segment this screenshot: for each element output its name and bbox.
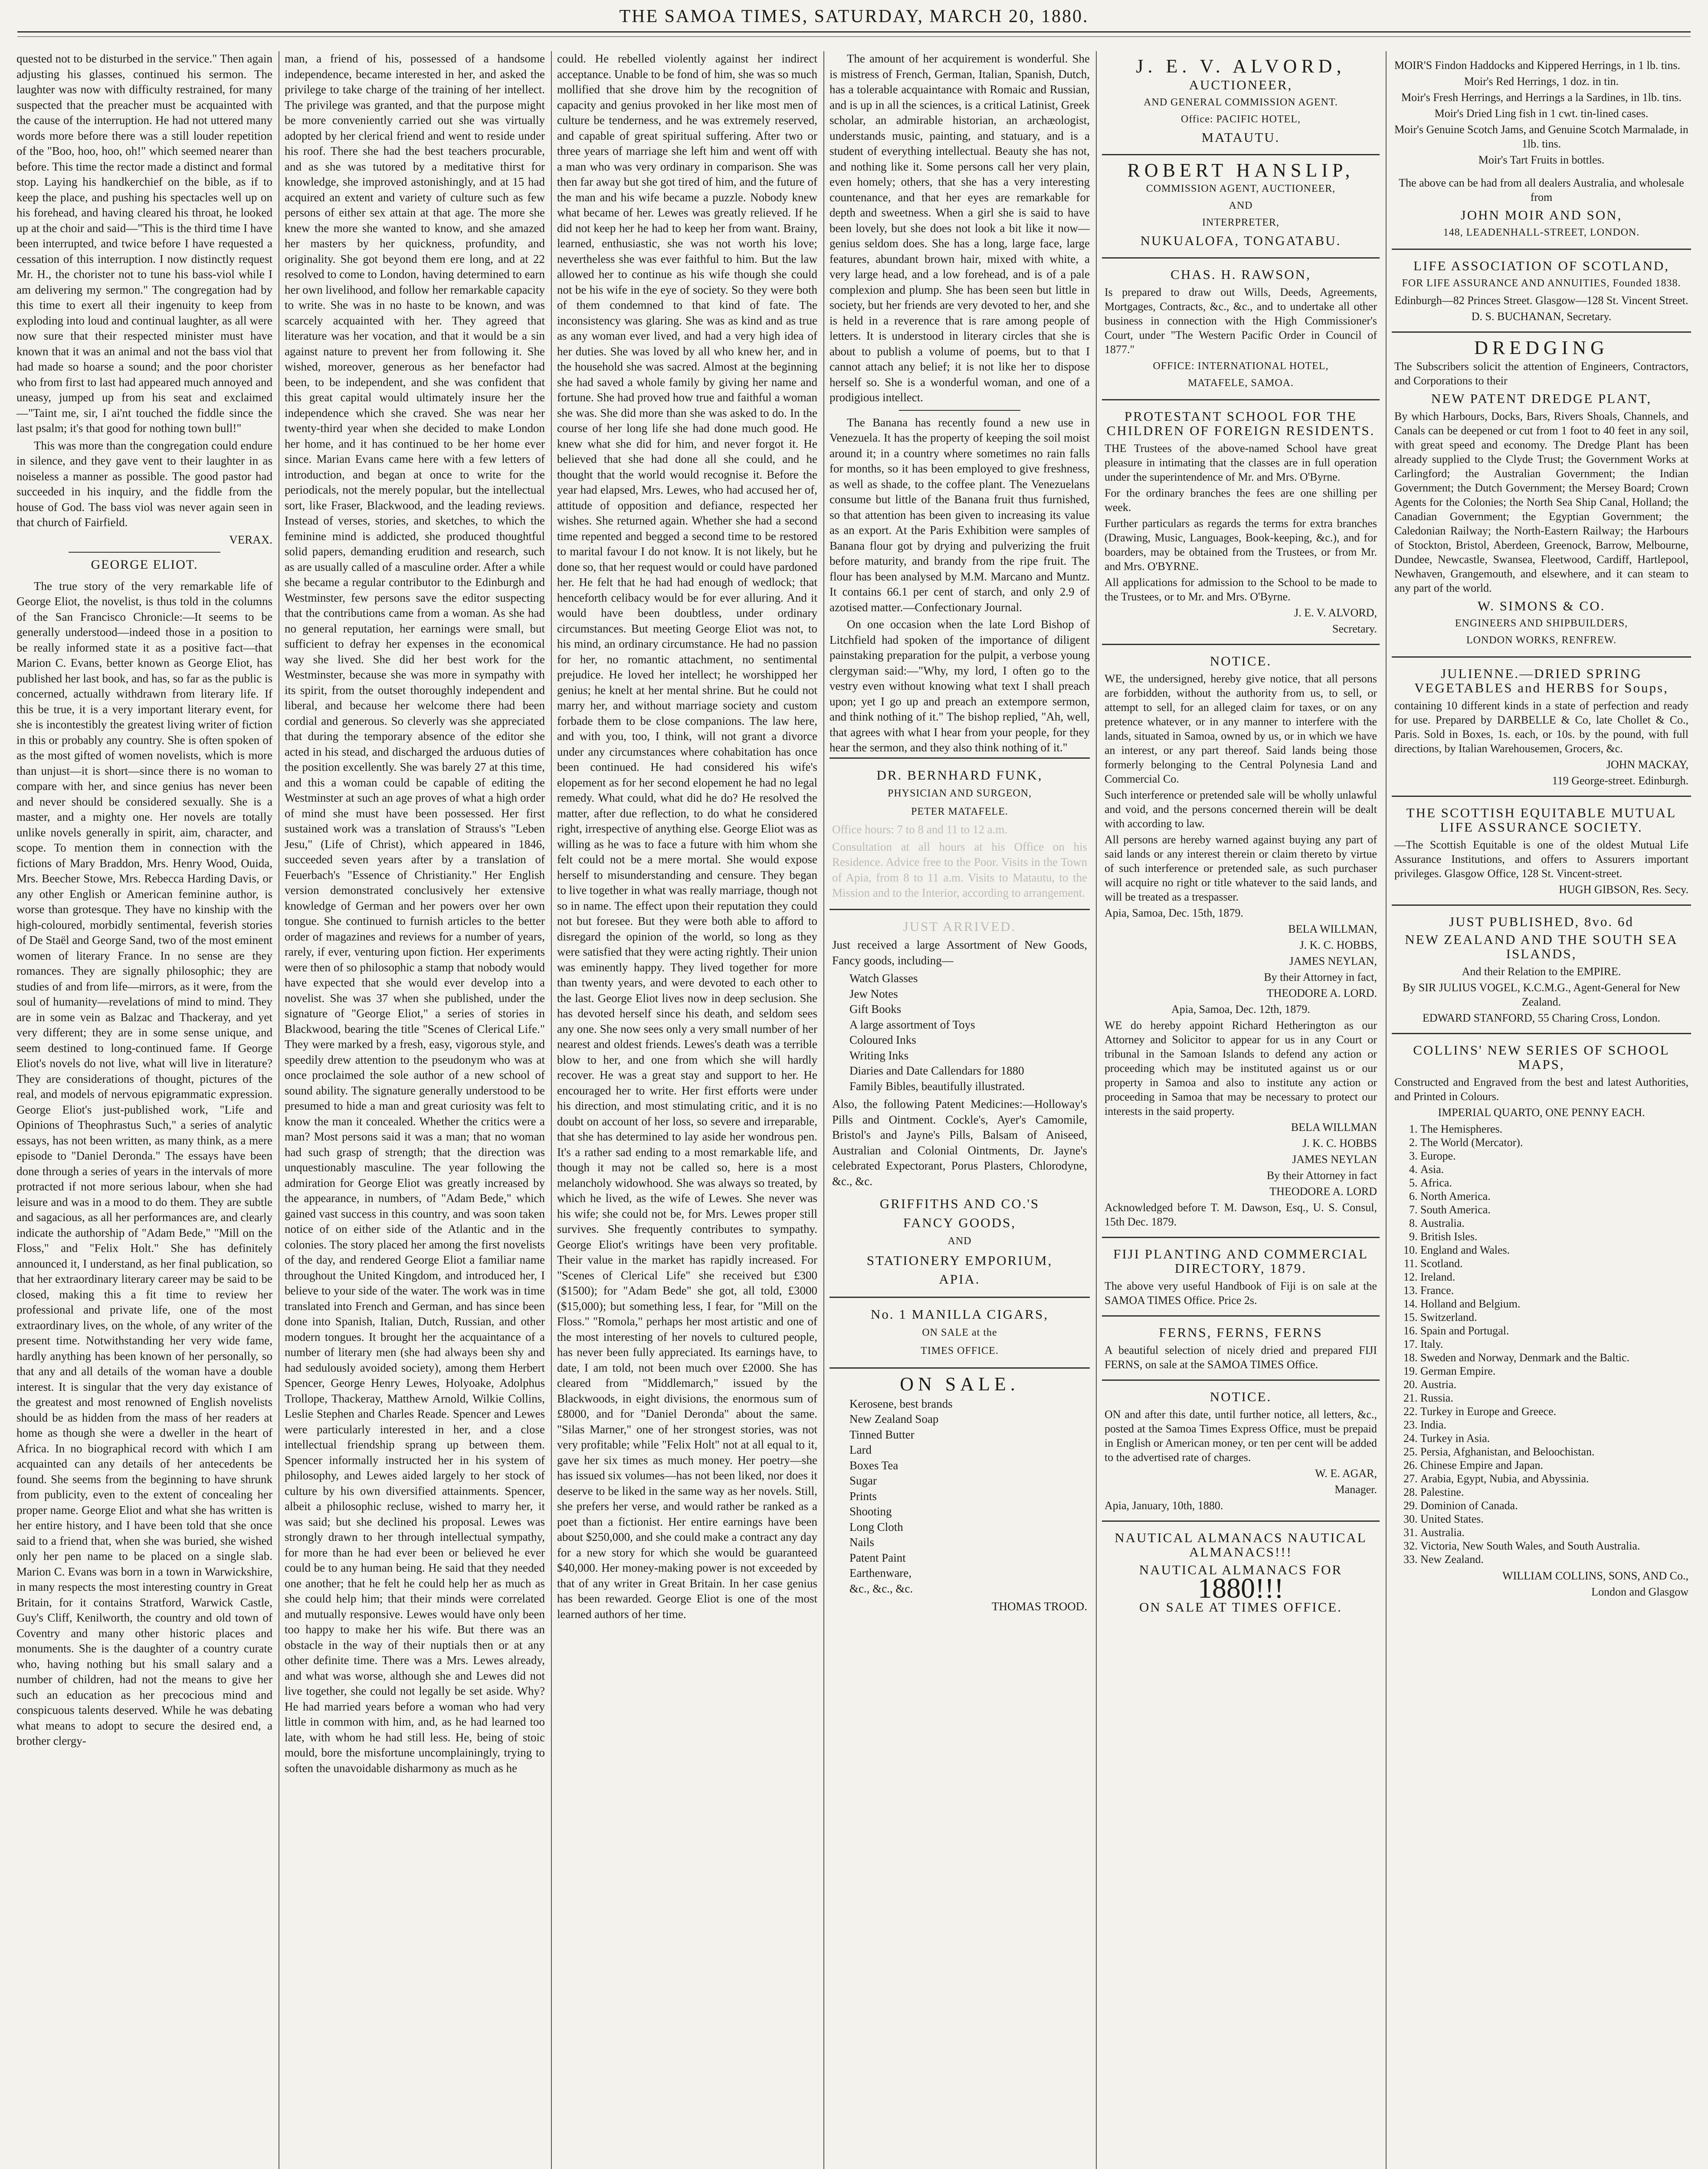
maps-list	[1420, 1122, 1688, 1566]
ad-signature: W. E. AGAR,	[1315, 1467, 1377, 1480]
ad-text: WE, the undersigned, hereby give notice, that all persons are forbidden, without the authority from us, to sell, or attempt to sell, for an alleged claim for taxes, or on any pretence whatever, or in any manner to interfere with the lands, situated in Samoa, owned by us, or in which we have an interest, or any part thereof. Said lands being those formerly belonging to the Central Polynesia Land and Commercial Co.	[1105, 672, 1377, 785]
ad-text: Apia, Samoa, Dec. 15th, 1879.	[1105, 907, 1243, 919]
ad-signature: D. S. BUCHANAN, Secretary.	[1471, 310, 1612, 323]
ad-signature: Manager.	[1334, 1483, 1377, 1496]
ad-title: J. E. V. ALVORD,	[1136, 56, 1346, 77]
ad-text: WE do hereby appoint Richard Hetherington as our Attorney and Solicitor to appear for us in any Court or tribunal in the Samoan Islands to defend any action or proceeding which may be instituted against us or our property in Samoa and also to institute any action or proceeding in Samoa that may be necessary to protect our interests in the said property.	[1105, 1019, 1377, 1117]
list-item: 20. Austria.	[1420, 1378, 1688, 1391]
ad-just-arrived	[829, 910, 1090, 1298]
ad-text: Office: PACIFIC HOTEL,	[1181, 114, 1301, 125]
list-item: Nails	[849, 1536, 874, 1549]
list-item: 28. Palestine.	[1420, 1485, 1688, 1499]
list-item: 19. German Empire.	[1420, 1364, 1688, 1378]
ad-text: AND	[1229, 200, 1253, 211]
ad-text: And their Relation to the EMPIRE.	[1462, 965, 1621, 978]
ad-subtitle: NEW PATENT DREDGE PLANT,	[1431, 391, 1652, 406]
list-item: 16. Spain and Portugal.	[1420, 1324, 1688, 1337]
ad-text: All applications for admission to the School to be made to the Trustees, or to Mr. and Mrs. O'Byrne.	[1105, 576, 1377, 603]
list-item: 31. Australia.	[1420, 1526, 1688, 1539]
ad-signature: J. K. C. HOBBS	[1302, 1137, 1377, 1150]
list-item: 17. Italy.	[1420, 1337, 1688, 1351]
list-item: New Zealand Soap	[849, 1412, 939, 1425]
ad-title: NAUTICAL ALMANACS NAUTICAL ALMANACS!!!	[1115, 1530, 1367, 1560]
ad-signature: 119 George-street. Edinburgh.	[1552, 774, 1688, 787]
article-paragraph: This was more than the congregation could endure in silence, and they gave vent to their laughter in as noiseless a manner as possible. The good pastor had succeeded in his inquiry, and the fiddle from the house of God. The bass viol was never again seen in that church of Fairfield.	[16, 439, 272, 529]
column-6	[1392, 51, 1691, 2169]
article-paragraph: On one occasion when the late Lord Bishop of Litchfield had spoken of the importance of diligent painstaking preparation for the pulpit, a verbose young clergyman said:—"Why, my lord, I often go to the vestry even without knowing what text I shall preach upon; yet I go up and preach an extempore sermon, and think nothing of it." The bishop replied, "Ah, well, that agrees with what I hear from your people, for they hear the sermon, and they also think nothing of it."	[829, 618, 1090, 754]
ad-title: STATIONERY EMPORIUM,	[866, 1252, 1053, 1268]
ad-text: ON and after this date, until further notice, all letters, &c., posted at the Samoa Times Express Office, must be prepaid in English or American money, or ten per cent will be added to the advertised rate of charges.	[1105, 1408, 1377, 1464]
ad-title: LIFE ASSOCIATION OF SCOTLAND,	[1413, 258, 1669, 273]
ad-funk	[829, 757, 1090, 910]
ad-text: containing 10 different kinds in a state of perfection and ready for use. Prepared by DARBELLE & Co, late Chollet & Co., Paris. Sold in Boxes, 1s. each, or 10s. by the pound, with full directions, by Italian Warehousemen, Grocers, &c.	[1394, 699, 1688, 755]
list-item: Gift Books	[849, 1003, 902, 1016]
ad-text: NAUTICAL ALMANACS FOR	[1139, 1562, 1343, 1577]
list-item: Shooting	[849, 1505, 892, 1518]
ad-text: Moir's Tart Fruits in bottles.	[1478, 154, 1605, 166]
ad-title: JUST PUBLISHED, 8vo. 6d	[1449, 914, 1634, 929]
list-item: Lard	[849, 1443, 872, 1456]
ad-signature: By their Attorney in fact,	[1264, 971, 1377, 983]
ad-title: FERNS, FERNS, FERNS	[1159, 1325, 1323, 1340]
article-paragraph: quested not to be disturbed in the service." Then again adjusting his glasses, continued his sermon. The laughter was now with difficulty restrained, for many suspected that the preacher must be acquainted with the cause of the interruption. He had not uttered many words more before there was a still louder repetition of the "Boo, hoo, hoo, oh!" which seemed nearer than before. This time the rector made a distinct and formal stop. Laying his handkerchief on the bible, as if to keep the place, and pushing his spectacles well up on his forehead, and having cleared his throat, he looked up at the choir and said—"This is the third time I have been interrupted, and twice before I have requested a cessation of this interruption. I now distinctly request Mr. H., the chorister not to tune his bass-viol while I am delivering my sermon." The congregation had by this time to exert all their ingenuity to keep from exploding into loud and continual laughter, as all were now sure that their respected minister must have known that it was an animal and not the bass viol that had made so hoarse a sound; and the poor chorister who from first to last had appeared much annoyed and uneasy, jumped up from his seat and exclaimed—"Taint me, sir, I ai'nt touched the fiddle since the last psalm; it's that good for nothing town bull!"	[16, 52, 272, 435]
ad-almanacs	[1102, 1522, 1380, 1624]
list-item: Tinned Butter	[849, 1428, 915, 1441]
ad-text: By which Harbours, Docks, Bars, Rivers Shoals, Channels, and Canals can be deepened or cut from 1 foot to 40 feet in any soil, with great speed and economy. The Dredge Plant has been already supplied to the Clyde Trust; the Government Works at Carlingford; the Australian Government; the Indian Government; the Dutch Government; the Mersey Board; Crown Agents for the Colonies; the North Sea Ship Canal, Holland; the Canadian Government; the Egyptian Government; the Caledonian Railway; the North-Eastern Railway; the Harbours of Stockton, Bristol, Aberdeen, Greenock, Barrow, Melbourne, Dundee, Newcastle, Swansea, Fleetwood, Cardiff, Hartlepool, Newhaven, Grangemouth, and elsewhere, and it can steam to any part of the world.	[1394, 410, 1688, 594]
column-rule	[1386, 51, 1387, 2169]
ad-title: No. 1 MANILLA CIGARS,	[870, 1306, 1049, 1322]
list-item: Coloured Inks	[849, 1033, 916, 1046]
ad-subtitle: COMMISSION AGENT, AUCTIONEER,	[1146, 183, 1336, 194]
ad-title: PROTESTANT SCHOOL FOR THE CHILDREN OF FOREIGN RESIDENTS.	[1106, 409, 1375, 438]
list-item: 3. Europe.	[1420, 1149, 1688, 1163]
list-item: 2. The World (Mercator).	[1420, 1136, 1688, 1149]
list-item: Watch Glasses	[849, 972, 918, 985]
ad-text: Moir's Dried Ling fish in 1 cwt. tin-lined cases.	[1434, 107, 1649, 120]
ad-text: MOIR'S Findon Haddocks and Kippered Herrings, in 1 lb. tins.	[1394, 59, 1680, 72]
ad-text: 148, LEADENHALL-STREET, LONDON.	[1443, 227, 1640, 238]
article-paragraph: man, a friend of his, possessed of a handsome independence, became interested in her, and asked the privilege to take charge of the training of her intellect. The privilege was granted, and that the purpose might be more conveniently carried out she was virtually adopted by her clerical friend and went to reside under his roof. There she had the best teachers procurable, and as she was tutored by a meditative thirst for knowledge, she improved astonishingly, and at 15 had acquired an extent and variety of culture such as few persons of either sex attain at that age. The more she knew the more she wanted to know, and she amazed her masters by her quickness, profundity, and originality. She got beyond them ere long, and at 22 resolved to come to London, having determined to earn her own livelihood, and follow her remarkable capacity to write. She was in no haste to be known, and was scarcely acquainted with her. They agreed that literature was her vocation, and that it would be a sin against nature to prevent her from following it. She wished, moreover, generous as her benefactor had been, to be independent, and she was confident that this great capital would ultimately insure her the independence which she craved. She was near her twenty-third year when she decided to make London her home, and it has continued to be her home ever since. Marian Evans came here with a few letters of introduction, and began at once to write for the periodicals, not the merely popular, but the intellectual sort, like Fraser, Blackwood, and the leading reviews. Instead of verses, stories, and sketches, to which the feminine mind is addicted, she produced thoughtful solid papers, demanding erudition and research, such as are usually called of a masculine order. After a while she became a regular contributor to the Edinburgh and Westminster, few persons save the editor suspecting that the contributions came from a woman. As she had no general reputation, her earnings were small, but sufficient to defray her expenses in the economical way she lived. She did her best work for the Westminster, because she was more in sympathy with its spirit, from the outset thoroughly independent and liberal, and because her welcome there had been cordial and generous. So cleverly was she appreciated that during the temporary absence of the editor she acted in his stead, and discharged the arduous duties of the position excellently. She was barely 27 at this time, and this a woman could be capable of editing the Westminster at such an age proves of what a high order of mind she must have been possessed. Her first sustained work was a translation of Strauss's "Leben Jesu," (Life of Christ), which appeared in 1846, succeeded seven years after by a translation of Feuerbach's "Essence of Christianity." Her English version demonstrated conclusively her extensive knowledge of German and her powers over her own tongue. She continued to furnish articles to the better order of magazines and reviews for a number of years, rarely, if ever, venturing upon fiction. Her experiments were then of so philosophic a stamp that nobody would have expected that she would ever develop into a novelist. She was 37 when she published, under the signature of "George Eliot," a series of stories in Blackwood, bearing the title "Scenes of Clerical Life." They were marked by a fresh, easy, vigorous style, and speedily drew attention to the pseudonym who was at once proclaimed the sole author of a new school of sound ability. The signature generally understood to be presumed to hide a man and great curiosity was felt to know the man it concealed. Whether the critics were a man? Most persons said it was a man; that no woman had such grasp of strength; that the direction was unquestionably masculine. The year following the admiration for George Eliot was greatly increased by the appearance, in numbers, of "Adam Bede," which gained vast success in this country, and was soon taken notice of on either side of the Atlantic and in the colonies. The story placed her among the first novelists of the day, and rendered George Eliot a familiar name throughout the United Kingdom, and introduced her, I believe to your side of the water. The work was in time translated into French and German, and has since been done into Spanish, Italian, Dutch, Russian, and other modern tongues. It brought her the acquaintance of a number of literary men (she had always been shy and had sedulously avoided society), among them Herbert Spencer, George Henry Lewes, Holyoake, Adolphus Trollope, Thackeray, Matthew Arnold, Wilkie Collins, Leslie Stephen and Charles Reade. Spencer and Lewes were particularly interested in her, and a close intellectual friendship sprang up between them. Spencer informally instructed her in his system of philosophy, and Lewes aided largely to her stock of culture by his own diversified attainments. Spencer, albeit a philosophic recluse, wished to marry her, it was said; but she declined his proposal. Lewes was strongly drawn to her through intellectual sympathy, for more than he had ever been or believed he ever could be to any human being. He said that they needed one another; that he felt he could help her as much as she could help him; that their minds were correlated and mutually responsive. Lewes would have only been too happy to make her his wife. But there was an obstacle in the way of their nuptials then or at any other definite time. There was a Mrs. Lewes already, and what was worse, although she and Lewes did not live together, she could not legally be set aside. Why? He had married years before a woman who had very little in common with him, and, as he had learned too late, with whom he had still less. He, being of stoic mould, bore the misfortune uncomplainingly, trying to soften the unavoidable disharmony as much as he	[285, 52, 545, 1775]
column-rule	[551, 51, 552, 2169]
ad-title: JOHN MOIR AND SON,	[1460, 207, 1623, 223]
ad-list	[849, 1396, 1087, 1597]
list-item: 24. Turkey in Asia.	[1420, 1432, 1688, 1445]
ad-moir	[1392, 51, 1691, 250]
list-item: 11. Scotland.	[1420, 1257, 1688, 1270]
ad-text: Acknowledged before T. M. Dawson, Esq., U. S. Consul, 15th Dec. 1879.	[1105, 1201, 1377, 1228]
list-item: 29. Dominion of Canada.	[1420, 1499, 1688, 1512]
ad-signature: THEODORE A. LORD.	[1266, 987, 1377, 999]
ad-scottish-equitable	[1392, 797, 1691, 906]
ad-firm: W. SIMONS & CO.	[1477, 598, 1606, 613]
list-item: Boxes Tea	[849, 1458, 898, 1472]
ad-text: Further particulars as regards the terms for extra branches (Drawing, Music, Languages, Book-keeping, &c.), and for boarders, may be obtained from the Trustees, or from Mr. and Mrs. O'BYRNE.	[1105, 517, 1377, 573]
ad-text: Moir's Red Herrings, 1 doz. in tin.	[1464, 75, 1619, 88]
list-item: 32. Victoria, New South Wales, and South Australia.	[1420, 1539, 1688, 1553]
ad-text: Is prepared to draw out Wills, Deeds, Agreements, Mortgages, Contracts, &c., &c., and to undertake all other business in connection with the High Commissioner's Court, under "The Western Pacific Order in Council of 1877."	[1105, 286, 1377, 356]
list-item: Family Bibles, beautifully illustrated.	[849, 1079, 1025, 1093]
list-item: 14. Holland and Belgium.	[1420, 1297, 1688, 1311]
ad-text: OFFICE: INTERNATIONAL HOTEL,	[1153, 360, 1329, 372]
ad-text: Consultation at all hours at his Office on his Residence. Advice free to the Poor. Visits in the Town of Apia, from 8 to 11 a.m. Visits to Matautu, to the Mission and to the Interior, according to arrangement.	[832, 840, 1087, 899]
list-item: 30. United States.	[1420, 1512, 1688, 1526]
ad-title: GRIFFITHS AND CO.'S	[879, 1196, 1040, 1211]
ad-title: THE SCOTTISH EQUITABLE MUTUAL LIFE ASSURANCE SOCIETY.	[1406, 805, 1677, 835]
ad-julienne	[1392, 658, 1691, 797]
article-paragraph: The amount of her acquirement is wonderful. She is mistress of French, German, Italian, Spanish, Dutch, has a tolerable acquaintance with Romaic and Russian, and is up in all the sciences, is a critical Latinist, Greek scholar, an admirable historian, an archæologist, understands music, painting, and statuary, and is a student of everything intellectual. Beauty she has not, and nothing like it. Some persons call her very plain, even homely; others, that she has a very interesting countenance, and that her eyes are remarkable for depth and sweetness. When a girl she is said to have been lovely, but she does not look a bit like it now—genius seldom does. She has a long, large face, large features, abundant brown hair, mixed with white, a very large head, and a low forehead, and is of a pale complexion and plump. She has been seen but little in society, but her friends are very devoted to her, and she is held in a reverence that is rare among people of letters. It is understood in literary circles that she is about to publish a volume of poems, but to that I cannot attach any belief; it is not like her to dispose herself so. She is a wonderful woman, and one of a prodigious intellect.	[829, 52, 1090, 404]
ad-signature: THOMAS TROOD.	[991, 1600, 1087, 1613]
list-item: 1. The Hemispheres.	[1420, 1122, 1688, 1136]
ad-place: PETER MATAFELE.	[911, 806, 1008, 817]
ad-text: EDWARD STANFORD, 55 Charing Cross, London.	[1422, 1012, 1661, 1024]
ad-title: CHAS. H. RAWSON,	[1170, 267, 1311, 282]
ad-text: MATAUTU.	[1201, 130, 1280, 145]
list-item: 22. Turkey in Europe and Greece.	[1420, 1405, 1688, 1418]
ad-text: Such interference or pretended sale will be wholly unlawful and void, and the persons concerned therein will be dealt with according to law.	[1105, 789, 1377, 830]
divider	[69, 552, 220, 553]
list-item: 27. Arabia, Egypt, Nubia, and Abyssinia.	[1420, 1472, 1688, 1485]
ad-signature: WILLIAM COLLINS, SONS, AND Co.,	[1502, 1569, 1688, 1582]
ad-signature: J. K. C. HOBBS,	[1299, 939, 1377, 951]
ad-rawson	[1102, 259, 1380, 400]
ad-firm: LONDON WORKS, RENFREW.	[1466, 635, 1617, 646]
list-item: 4. Asia.	[1420, 1163, 1688, 1176]
list-item: Diaries and Date Callendars for 1880	[849, 1064, 1024, 1077]
ad-subtitle: AUCTIONEER,	[1189, 77, 1293, 92]
list-item: &c., &c., &c.	[849, 1582, 913, 1595]
article-heading: GEORGE ELIOT.	[91, 557, 198, 572]
list-item: 18. Sweden and Norway, Denmark and the Baltic.	[1420, 1351, 1688, 1364]
ad-title: FANCY GOODS,	[903, 1215, 1016, 1230]
ad-title: APIA.	[939, 1271, 980, 1287]
list-item: 7. South America.	[1420, 1203, 1688, 1216]
ad-text: Apia, January, 10th, 1880.	[1105, 1499, 1223, 1512]
masthead-rule-thin	[17, 36, 1691, 37]
masthead-rule	[17, 31, 1691, 33]
ad-text: —The Scottish Equitable is one of the oldest Mutual Life Assurance Institutions, and offers to Assurers important privileges. Glasgow Office, 128 St. Vincent-street.	[1394, 839, 1688, 880]
list-item: Writing Inks	[849, 1048, 909, 1062]
ad-title: FIJI PLANTING AND COMMERCIAL DIRECTORY, 1879.	[1113, 1246, 1368, 1276]
ad-text: AND GENERAL COMMISSION AGENT.	[1144, 97, 1338, 108]
article-signature: VERAX.	[229, 533, 272, 546]
list-item: 6. North America.	[1420, 1189, 1688, 1203]
ad-title: DR. BERNHARD FUNK,	[876, 767, 1043, 783]
divider	[899, 410, 1020, 411]
ad-text: A beautiful selection of nicely dried and prepared FIJI FERNS, on sale at the SAMOA TIMES Office.	[1105, 1344, 1377, 1371]
ad-text: For the ordinary branches the fees are one shilling per week.	[1105, 487, 1377, 514]
column-2	[285, 51, 545, 2169]
list-item: 21. Russia.	[1420, 1391, 1688, 1405]
ad-signature: J. E. V. ALVORD,	[1294, 606, 1377, 619]
ad-subtitle: NEW ZEALAND AND THE SOUTH SEA ISLANDS,	[1405, 932, 1678, 961]
ad-text: Office hours: 7 to 8 and 11 to 12 a.m.	[832, 823, 1008, 836]
ad-notice-postage	[1102, 1381, 1380, 1522]
ad-alvord	[1102, 51, 1380, 155]
ad-text: The above can be had from all dealers Australia, and wholesale from	[1399, 177, 1684, 203]
ad-text: Apia, Samoa, Dec. 12th, 1879.	[1171, 1003, 1310, 1016]
list-item: 5. Africa.	[1420, 1176, 1688, 1189]
ad-title: JUST ARRIVED.	[903, 918, 1016, 934]
ad-dredging	[1392, 333, 1691, 658]
list-item: Sugar	[849, 1474, 877, 1487]
list-item: Prints	[849, 1489, 877, 1503]
list-item: 23. India.	[1420, 1418, 1688, 1432]
list-item: 13. France.	[1420, 1284, 1688, 1297]
column-rule	[1096, 51, 1097, 2169]
list-item: 15. Switzerland.	[1420, 1311, 1688, 1324]
list-item: 26. Chinese Empire and Japan.	[1420, 1458, 1688, 1472]
ad-on-sale	[829, 1369, 1090, 1622]
ad-signature: THEODORE A. LORD	[1269, 1185, 1377, 1198]
ad-text: Moir's Fresh Herrings, and Herrings a la Sardines, in 1lb. tins.	[1401, 91, 1682, 104]
article-paragraph: The true story of the very remarkable life of George Eliot, the novelist, is thus told in the columns of the San Francisco Chronicle:—It seems to be generally understood—indeed those in a position to be really informed state it as a positive fact—that Marion C. Evans, better known as George Eliot, has published her last book, and has, so far as the public is concerned, actually withdrawn from literary life. If this be true, it is a very important literary event, for she is incontestibly the greatest living writer of fiction in this or probably any country. She is often spoken of as the most gifted of women novelists, which is more than unjust—it is short—since there is no woman to compare with her, and since genius has never been and never should be considered sexually. She is a master, and a mighty one. Her novels are totally unlike novels generally in spirit, aim, character, and scope. To mention them in connection with the fictions of Mary Braddon, Mrs. Henry Wood, Ouida, Mrs. Beecher Stowe, Mrs. Rebecca Harding Davis, or any other English or American feminine author, is worse than grotesque. They have no kinship with the high-coloured, morbidly sentimental, feverish stories of De Staël and George Sand, two of the most eminent women of literary France. In no sense are they romances. They are signally philosophic; they are studies of and from life—mirrors, as it were, from the soul of humanity—revelations of mind to mind. They are in some vein as Balzac and Thackeray, and yet very different; they are in some sense unique, and seem destined to long-continued fame. If George Eliot's novels do not live, what will live in literature? They are considerations of thought, pictures of the real, and models of nervous epigrammatic expression. George Eliot's just-published work, "Life and Opinions of Theophrastus Such," a series of analytic essays, has not been written, as many think, as a mere episode to "Daniel Deronda." The essays have been done through a series of years in the intervals of more protracted if not more serious labour, when she had leisure and was in a mood to do them. They are subtle and sagacious, as all her performances are, and clearly indicate the authorship of "Adam Bede," "Mill on the Floss," and "Felix Holt." She has definitely announced it, I understand, as her final publication, so that her extraordinary literary career may be said to be closed, making this a fit time to review her professional and private life, one of the most extraordinary lives, on the whole, of any writer of the present time. Notwithstanding her very wide fame, hardly anything has been known of her personally, so that any and all details of the woman have a double interest. It is singular that the very day existance of the greatest and most renowned of English novelists should be as hidden from the mass of her readers at home as though she were a dweller in the heart of Africa. In no biographical record with which I am acquainted can any details of her antecedents be found. She seems from the beginning to have shrunk from publicity, even to the extent of concealing her proper name. George Eliot and what she has written is her entire history, and I have been told that she once said to a friend that, when she was buried, she wished only her pen name to be placed on a single slab. Marion C. Evans was born in a town in Warwickshire, in many respects the most interesting country in Great Britain, for it contains Stratford, Warwick Castle, Guy's Cliff, Kenilworth, the country and old town of Coventry and many other historic places and monuments. She is the daughter of a country curate who, having nothing but his small salary and a number of children, had not the means to give her such an education as her precocious mind and conspicuous talents deserved. While he was debating what means to adopt to secure the desired end, a brother clergy-	[16, 579, 272, 1747]
ad-text: Just received a large Assortment of New Goods, Fancy goods, including—	[832, 938, 1087, 967]
ad-text: Moir's Genuine Scotch Jams, and Genuine Scotch Marmalade, in 1lb. tins.	[1394, 123, 1688, 150]
article-paragraph: could. He rebelled violently against her indirect acceptance. Unable to be fond of him, she was so much mollified that she drove him by the recognition of capacity and genius provoked in her like most men of culture be tenderness, and he was extremely reserved, and capable of great spiritual suffering. After two or three years of marriage she left him and went off with a man who was very ordinary in comparison. She was then far away but she got tired of him, and the future of the man and his wife became a puzzle. Nobody knew what became of her. Lewes was greatly relieved. If he did not keep her he had to keep her from want. Brainy, learned, enthusiastic, she was not worth his love; nevertheless she was ever faithful to him. But the law allowed her to continue as his wife though she could not be his wife in the eye of society. So they were both of them condemned to that kind of fate. The inconsistency was glaring. She was as kind and as true as any woman ever lived, and had a very high idea of her duties. She was loved by all who knew her, and in the household she was sacred. Almost at the beginning she had saved a whole family by giving her name and fortune. She had proved how true and faithful a woman she was. She did more than she was asked to do. In the course of her long life she had done much good. He knew what she did for him, and never forgot it. He believed that she had done all she could, and he thought that the world would recognise it. Before the year had elapsed, Mrs. Lewes, who had accused her of, attitude of opposition and defiance, respected her wishes. She returned again. Whether she had a second time repented and begged a second time to be restored to marital favour I do not know. It is not likely, but he done so, that her request would or could have pardoned her. He felt that he had had enough of wedlock; that henceforth celibacy would be for ever alluring. And it would have been doubtless, under ordinary circumstances. But meeting George Eliot was not, to his mind, an ordinary circumstance. He had no passion for her, no romantic attachment, no sentimental prejudice. He loved her intellect; he worshipped her genius; he knelt at her mental shrine. But he could not marry her, and without marriage society and custom forbade them to be close companions. The law here, and with you, too, I think, will not grant a divorce under any circumstances where cohabitation has once been continued. He had considered his wife's elopement as for her second elopement he had no legal remedy. What could, what did he do? He resolved the matter, after due reflection, to do what he considered right, irrespective of anything else. George Eliot was as willing as he was to face a future with him whom she felt could not be a mere mortal. She would expose herself to misunderstanding and censure. They began to live together in what was really marriage, though not so in name. The effect upon their reputation they could not but foresee. But they were both able to afford to disregard the opinion of the world, so long as they were satisfied that they were acting rightly. Their union was eminently happy. They lived together for more than twenty years, and were devoted to each other to the last. George Eliot lives now in deep seclusion. She has devoted herself since his death, and seldom sees any one. She now sees only a very small number of her nearest and oldest friends. Lewes's death was a terrible blow to her, and one from which she will hardly recover. He was a great stay and support to her. He encouraged her to write. Her first efforts were under his direction, and most stimulating critic, and it is no doubt on account of her loss, so severe and irreparable, that she has determined to lay aside her wondrous pen. It's a rather sad ending to a most remarkable life, and though it may not be called so, here is a most melancholy widowhood. She was always so treated, by which he lived, as the wife of Lewes. She never was his wife; she could not be, for Mrs. Lewes proper still survives. She frequently contributes to sympathy. George Eliot's writings have been very profitable. Their value in the market has rapidly increased. For "Scenes of Clerical Life" she received but £300 ($1500); for "Adam Bede" she got, all told, £3000 ($15,000); but something less, I fear, for "Mill on the Floss." "Romola," perhaps her most artistic and one of the most interesting of her novels to cultured people, has never been fully appreciated. Its earnings have, to date, I am told, not been much over £2000. She has cleared from "Middlemarch," issued by the Blackwoods, in eight divisions, the enormous sum of £8000, and for "Daniel Deronda" about the same. "Silas Marner," one of her strongest stories, was not very profitable; while "Felix Holt" not at all equal to it, gave her six times as much money. Her poetry—she has issued six volumes—has not been liked, nor does it deserve to be liked in the same way as her novels. Still, she prefers her verse, and would rather be ranked as a poet than a fictionist. Her entire earnings have been about $250,000, and she could make a contract any day for a new story for which she would be guaranteed $40,000. Her money-making power is not exceeded by that of any writer in Great Britain. In her case genius has been rewarded. George Eliot is one of the most learned authors of her time.	[557, 52, 817, 1621]
ad-title: ROBERT HANSLIP,	[1127, 160, 1354, 181]
ad-signature: BELA WILLMAN,	[1288, 923, 1377, 935]
masthead: THE SAMOA TIMES, SATURDAY, MARCH 20, 1880.	[619, 7, 1089, 26]
ad-signature: London and Glasgow	[1591, 1586, 1688, 1598]
ad-text: IMPERIAL QUARTO, ONE PENNY EACH.	[1438, 1106, 1645, 1119]
list-item: Patent Paint	[849, 1551, 906, 1564]
column-rule	[823, 51, 824, 2169]
ad-text: INTERPRETER,	[1202, 217, 1279, 228]
ad-text: By SIR JULIUS VOGEL, K.C.M.G., Agent-General for New Zealand.	[1402, 981, 1681, 1008]
list-item: Long Cloth	[849, 1520, 903, 1533]
ad-text: Constructed and Engraved from the best and latest Authorities, and Printed in Colours.	[1394, 1076, 1688, 1103]
ad-fiji	[1102, 1238, 1380, 1317]
list-item: 10. England and Wales.	[1420, 1243, 1688, 1257]
list-item: 33. New Zealand.	[1420, 1553, 1688, 1566]
ad-signature: Secretary.	[1332, 623, 1377, 635]
ad-text: TIMES OFFICE.	[921, 1345, 999, 1356]
ad-title: COLLINS' NEW SERIES OF SCHOOL MAPS,	[1413, 1042, 1670, 1072]
ad-title: NOTICE.	[1210, 653, 1272, 668]
ad-text: AND	[947, 1235, 972, 1247]
list-item: 12. Ireland.	[1420, 1270, 1688, 1284]
ad-text: Edinburgh—82 Princes Street. Glasgow—128 St. Vincent Street.	[1394, 294, 1688, 307]
column-4	[829, 51, 1090, 2169]
ad-firm: ENGINEERS AND SHIPBUILDERS,	[1455, 618, 1628, 629]
ad-school	[1102, 400, 1380, 645]
ad-title: NOTICE.	[1210, 1389, 1272, 1404]
ad-subtitle: PHYSICIAN AND SURGEON,	[887, 788, 1032, 799]
ad-signature: BELA WILLMAN	[1291, 1121, 1377, 1134]
list-item: 9. British Isles.	[1420, 1230, 1688, 1243]
ad-signature: HUGH GIBSON, Res. Secy.	[1559, 883, 1688, 896]
ad-title: JULIENNE.—DRIED SPRING VEGETABLES and HERBS for Soups,	[1414, 666, 1669, 695]
list-item: 25. Persia, Afghanistan, and Beloochistan.	[1420, 1445, 1688, 1458]
column-1	[16, 51, 272, 2169]
ad-text: ON SALE at the	[922, 1327, 997, 1338]
list-item: Jew Notes	[849, 987, 898, 1000]
ad-ferns	[1102, 1317, 1380, 1381]
ad-new-zealand	[1392, 906, 1691, 1034]
list-item: A large assortment of Toys	[849, 1018, 975, 1031]
list-item: Kerosene, best brands	[849, 1397, 953, 1410]
ad-title: ON SALE.	[900, 1373, 1020, 1395]
ad-text: The above very useful Handbook of Fiji is on sale at the SAMOA TIMES Office. Price 2s.	[1105, 1280, 1377, 1307]
article-paragraph: The Banana has recently found a new use in Venezuela. It has the property of keeping the soil moist around it; in a country where sometimes no rain falls for months, so it has been employed to give freshness, as well as shade, to the coffee plant. The Venezuelans consume but little of the Banana fruit thus furnished, so that attention has been given to increasing its value as an export. At the Paris Exhibition were samples of Banana flour got by drying and pulverizing the fruit before maturity, and brandy from the ripe fruit. The flour has been analysed by M.M. Marcano and Muntz. It contains 66.1 per cent of starch, and only 2.9 of azotised matter.—Confectionary Journal.	[829, 416, 1090, 614]
column-5	[1102, 51, 1380, 2169]
ad-text: THE Trustees of the above-named School have great pleasure in intimating that the classes are in full operation under the superintendence of Mr. and Mrs. O'Byrne.	[1105, 442, 1377, 483]
ad-manilla	[829, 1298, 1090, 1369]
column-3	[557, 51, 817, 2169]
ad-year: 1880!!!	[1198, 1573, 1284, 1604]
ad-signature: JAMES NEYLAN	[1292, 1153, 1377, 1166]
list-item: Earthenware,	[849, 1566, 912, 1579]
ad-collins-maps	[1392, 1034, 1691, 1607]
ad-list	[849, 971, 1087, 1094]
ad-notice-lands	[1102, 645, 1380, 1238]
ad-subtitle: FOR LIFE ASSURANCE AND ANNUITIES, Founded 1838.	[1402, 278, 1681, 289]
ad-signature: JOHN MACKAY,	[1606, 758, 1688, 771]
ad-text: Also, the following Patent Medicines:—Holloway's Pills and Ointment. Cockle's, Ayer's Camomile, Bristol's and Jayne's Pills, Balsam of Aniseed, Australian and Colonial Ointments, Dr. Jayne's celebrated Expectorant, Porus Plasters, Chlorodyne, &c., &c.	[832, 1098, 1087, 1188]
ad-text: MATAFELE, SAMOA.	[1187, 377, 1294, 389]
ad-title: DREDGING	[1474, 337, 1609, 358]
ad-signature: By their Attorney in fact	[1266, 1169, 1377, 1182]
ad-life-association	[1392, 250, 1691, 333]
ad-text: ON SALE AT TIMES OFFICE.	[1139, 1599, 1342, 1615]
list-item: 8. Australia.	[1420, 1216, 1688, 1230]
ad-text: NUKUALOFA, TONGATABU.	[1140, 233, 1341, 248]
ad-text: All persons are hereby warned against buying any part of said lands or any interest therein or claim thereto by virtue of such interference or pretended sale, as such purchaser will acquire no right or title whatever to the said lands, and will be treated as a trespasser.	[1105, 833, 1377, 903]
ad-signature: JAMES NEYLAN,	[1289, 955, 1377, 967]
ad-text: The Subscribers solicit the attention of Engineers, Contractors, and Corporations to their	[1394, 360, 1688, 387]
ad-hanslip	[1102, 155, 1380, 259]
